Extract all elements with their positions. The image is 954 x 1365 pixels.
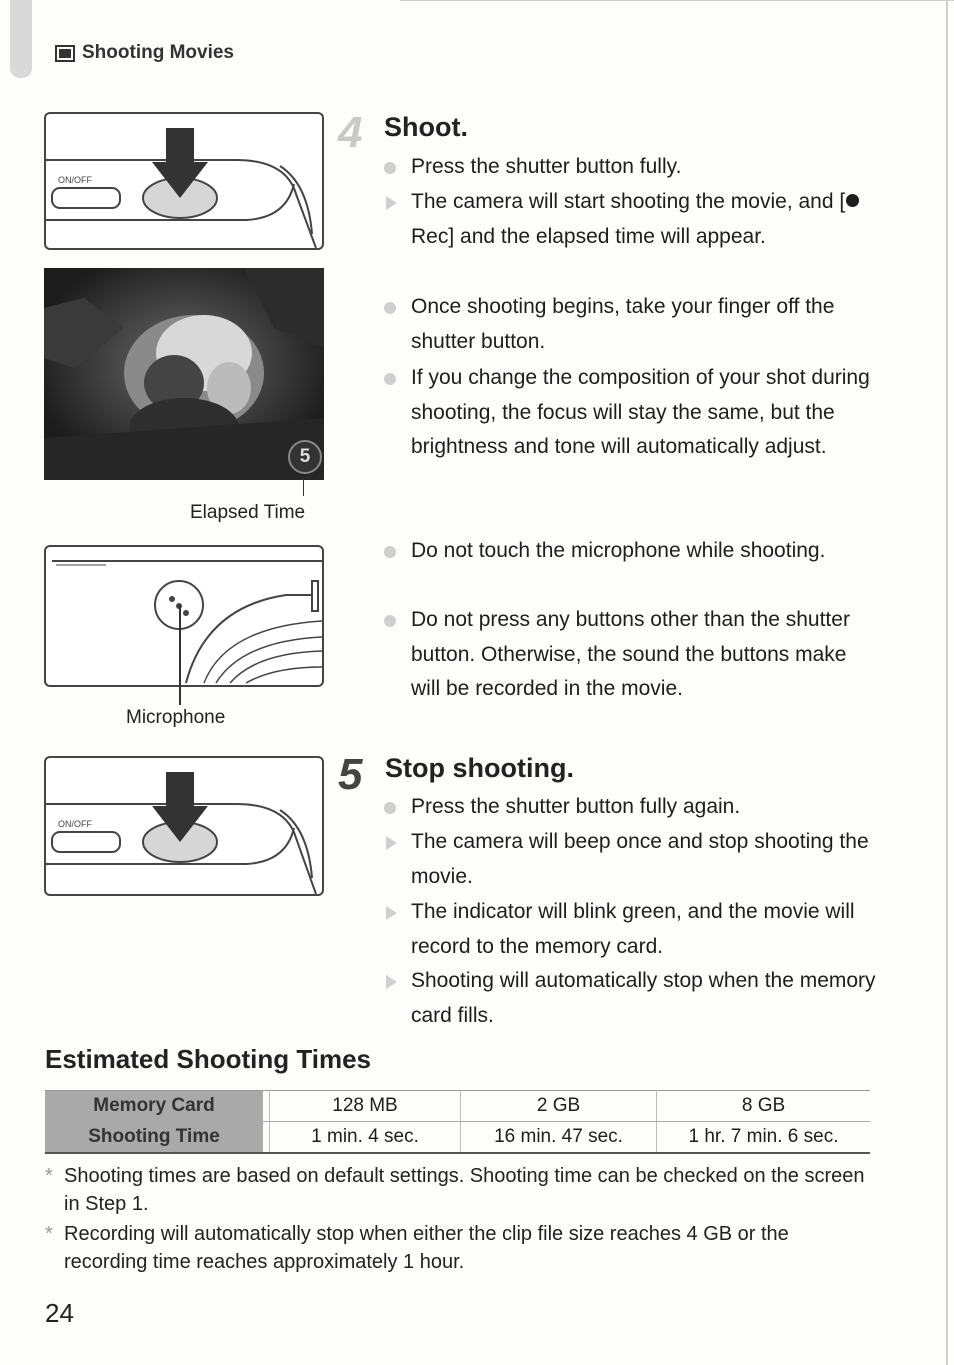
list-item-text: The camera will beep once and stop shooting the movie. (411, 830, 869, 888)
page-right-border (946, 0, 948, 1365)
action-bullet-icon (384, 615, 396, 627)
row-header-memory-card: Memory Card (45, 1091, 263, 1122)
note-bullet-icon: * (45, 1165, 53, 1187)
table-cell: 1 hr. 7 min. 6 sec. (657, 1122, 871, 1154)
step-4-title: Shoot. (384, 112, 468, 142)
table-cell: 1 min. 4 sec. (270, 1122, 461, 1154)
action-bullet-icon (384, 802, 396, 814)
microphone-caption: Microphone (126, 707, 226, 728)
list-item-text: If you change the composition of your shot during shooting, the focus will stay the same, but the brightness and tone will automatically adjust. (411, 366, 870, 458)
section-header (55, 42, 234, 64)
camera-front-drawing (46, 547, 322, 685)
table-cell: 16 min. 47 sec. (461, 1122, 657, 1154)
elapsed-time-leader (303, 478, 304, 496)
page-number: 24 (45, 1298, 74, 1328)
camera-top-shutter-drawing (46, 114, 322, 248)
elapsed-time-counter: 5 (288, 440, 322, 474)
microphone-leader (179, 605, 181, 705)
step-number-4: 4 (338, 108, 363, 157)
rec-indicator-icon (846, 194, 859, 207)
row-header-shooting-time: Shooting Time (45, 1122, 263, 1154)
table-row (45, 1122, 870, 1154)
list-item-text: The camera will start shooting the movie, and [Rec] and the elapsed time will appear. (411, 185, 881, 254)
shooting-times-table (45, 1090, 870, 1154)
table-cell: 8 GB (657, 1091, 871, 1122)
estimated-times-title: Estimated Shooting Times (45, 1044, 372, 1074)
action-bullet-icon (384, 302, 396, 314)
step-5-title: Stop shooting. (385, 753, 574, 783)
movie-screen-photo (44, 268, 324, 480)
on-off-button (52, 188, 120, 208)
shutter-press-again-illustration (44, 756, 324, 896)
result-bullet-icon (386, 906, 397, 920)
action-bullet-icon (384, 373, 396, 385)
note-bullet-icon: * (45, 1223, 53, 1245)
list-item-text: Press the shutter button fully. (411, 155, 682, 178)
microphone-illustration (44, 545, 324, 687)
list-item-text: Press the shutter button fully again. (411, 795, 741, 818)
page-edge-tab (10, 0, 32, 78)
elapsed-time-caption: Elapsed Time (190, 502, 306, 523)
dog-photo-image (44, 268, 324, 480)
movie-mode-icon (55, 45, 75, 62)
result-bullet-icon (386, 196, 397, 210)
list-item-text: Do not touch the microphone while shooting. (411, 539, 826, 562)
note-text: Recording will automatically stop when either the clip file size reaches 4 GB or the recording time reaches approximately 1 hour. (64, 1223, 789, 1273)
list-item-text: Shooting will automatically stop when the memory card fills. (411, 969, 876, 1027)
list-item-text: Once shooting begins, take your finger off the shutter button. (411, 295, 835, 353)
action-bullet-icon (384, 546, 396, 558)
on-off-label-2: ON/OFF (58, 819, 92, 829)
shutter-press-illustration (44, 112, 324, 250)
page-top-border (400, 0, 954, 1)
table-cell: 128 MB (270, 1091, 461, 1122)
note-text: Shooting times are based on default settings. Shooting time can be checked on the screen in Step 1. (64, 1165, 865, 1215)
result-bullet-icon (386, 975, 397, 989)
on-off-button (52, 832, 120, 852)
section-header-title: Shooting Movies (82, 42, 234, 63)
step-number-5: 5 (338, 750, 363, 799)
action-bullet-icon (384, 162, 396, 174)
table-cell: 2 GB (461, 1091, 657, 1122)
table-row (45, 1091, 870, 1122)
on-off-label: ON/OFF (58, 175, 92, 185)
list-item-text: The indicator will blink green, and the movie will record to the memory card. (411, 900, 855, 958)
camera-top-shutter-drawing-2 (46, 758, 322, 894)
list-item-text: Do not press any buttons other than the shutter button. Otherwise, the sound the buttons make will be recorded in the movie. (411, 608, 850, 700)
result-bullet-icon (386, 836, 397, 850)
